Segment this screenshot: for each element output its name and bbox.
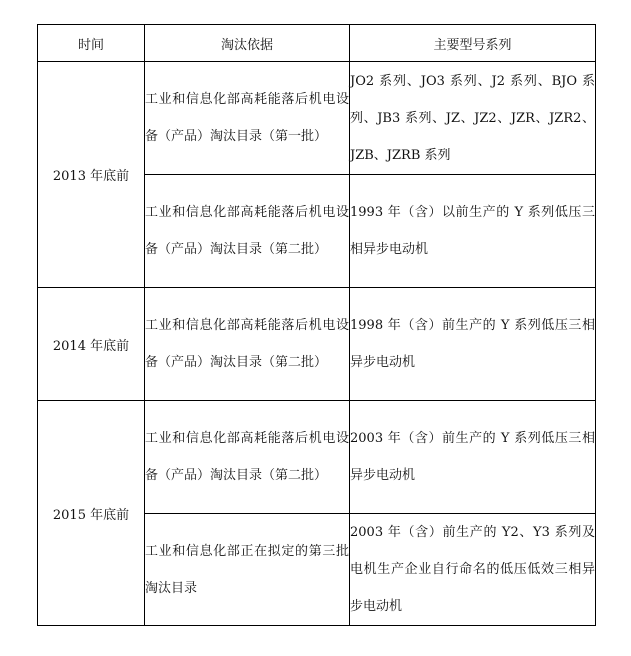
phaseout-table: [37, 24, 596, 626]
models-cell: JO2 系列、JO3 系列、J2 系列、BJO 系列、JB3 系列、JZ、JZ2、JZR、JZR2、JZB、JZRB 系列: [350, 62, 596, 175]
table-row: [38, 288, 596, 401]
table-row: [38, 62, 596, 175]
header-models: 主要型号系列: [350, 25, 596, 62]
basis-cell: 工业和信息化部高耗能落后机电设备（产品）淘汰目录（第二批）: [145, 288, 350, 401]
models-cell: 1998 年（含）前生产的 Y 系列低压三相异步电动机: [350, 288, 596, 401]
basis-cell: 工业和信息化部高耗能落后机电设备（产品）淘汰目录（第一批）: [145, 62, 350, 175]
basis-cell: 工业和信息化部高耗能落后机电设备（产品）淘汰目录（第二批）: [145, 175, 350, 288]
period-2013: 2013 年底前: [38, 62, 145, 288]
models-cell: 1993 年（含）以前生产的 Y 系列低压三相异步电动机: [350, 175, 596, 288]
period-2015: 2015 年底前: [38, 401, 145, 626]
table-row: [38, 401, 596, 514]
models-cell: 2003 年（含）前生产的 Y2、Y3 系列及电机生产企业自行命名的低压低效三相异步电动机: [350, 514, 596, 626]
basis-cell: 工业和信息化部正在拟定的第三批淘汰目录: [145, 514, 350, 626]
models-cell: 2003 年（含）前生产的 Y 系列低压三相异步电动机: [350, 401, 596, 514]
period-2014: 2014 年底前: [38, 288, 145, 401]
basis-cell: 工业和信息化部高耗能落后机电设备（产品）淘汰目录（第二批）: [145, 401, 350, 514]
header-row: [38, 25, 596, 62]
header-basis: 淘汰依据: [145, 25, 350, 62]
header-time: 时间: [38, 25, 145, 62]
